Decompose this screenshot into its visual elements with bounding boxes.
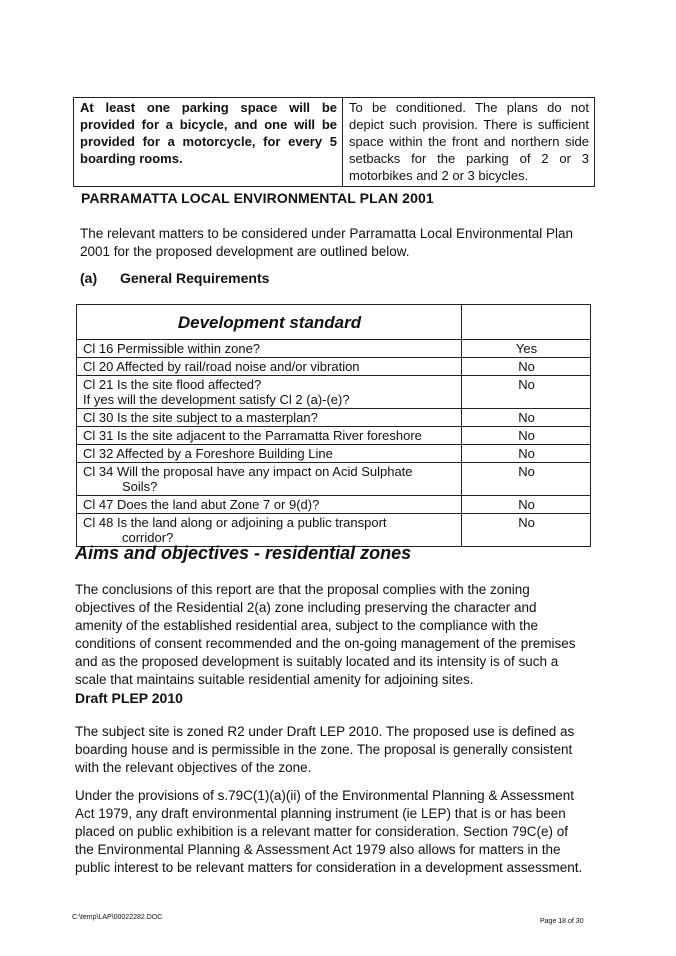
table-row xyxy=(77,514,591,547)
answer-cell: No xyxy=(462,445,591,463)
answer-cell: No xyxy=(462,463,591,496)
answer-cell: No xyxy=(462,376,591,409)
table-header-blank xyxy=(462,305,591,340)
table-row xyxy=(74,98,595,187)
table-row xyxy=(77,376,591,409)
section-letter: (a) xyxy=(80,270,98,286)
clause-text: Cl 31 Is the site adjacent to the Parramatta River foreshore xyxy=(83,428,422,443)
parking-table xyxy=(73,97,595,187)
clause-cell xyxy=(77,340,462,358)
aims-paragraph: The conclusions of this report are that the proposal complies with the zoning objectives of the Residential 2(a) zone including preserving the character and amenity of the established residential area, subject to the compliance with the conditions of consent recommended and the on-going management of the premises and as the proposed development is suitably located and its intensity is of such a scale that maintains suitable residential amenity for adjoining sites. xyxy=(75,582,576,687)
parking-response: To be conditioned. The plans do not depict such provision. There is sufficient space within the front and northern side setbacks for the parking of 2 or 3 motorbikes and 2 or 3 bicycles. xyxy=(343,98,595,187)
clause-cell xyxy=(77,496,462,514)
section-title: General Requirements xyxy=(120,270,270,286)
table-row xyxy=(77,358,591,376)
answer-cell: No xyxy=(462,427,591,445)
table-row xyxy=(77,409,591,427)
answer-cell: Yes xyxy=(462,340,591,358)
clause-text-continued: If yes will the development satisfy Cl 2 (a)-(e)? xyxy=(83,392,350,407)
table-row xyxy=(77,340,591,358)
clause-cell xyxy=(77,463,462,496)
table-header-cell xyxy=(77,305,462,340)
general-requirements-heading xyxy=(80,270,269,286)
table-row xyxy=(77,496,591,514)
clause-cell xyxy=(77,376,462,409)
clause-text: Cl 32 Affected by a Foreshore Building Line xyxy=(83,446,333,461)
clause-text: Cl 21 Is the site flood affected? xyxy=(83,377,262,392)
lep-heading: PARRAMATTA LOCAL ENVIRONMENTAL PLAN 2001 xyxy=(81,190,434,206)
parking-requirement: At least one parking space will be provided for a bicycle, and one will be provided for a motorcycle, for every 5 boarding rooms. xyxy=(74,98,343,187)
table-row xyxy=(77,445,591,463)
clause-text: Cl 48 Is the land along or adjoining a public transport xyxy=(83,515,387,530)
table-header-title: Development standard xyxy=(177,312,362,332)
answer-cell: No xyxy=(462,514,591,547)
clause-text: Cl 30 Is the site subject to a masterplan? xyxy=(83,410,318,425)
clause-text: Cl 34 Will the proposal have any impact on Acid Sulphate xyxy=(83,464,413,479)
footer-page-number: Page 18 of 30 xyxy=(540,918,584,925)
clause-text: Cl 47 Does the land abut Zone 7 or 9(d)? xyxy=(83,497,320,512)
clause-cell xyxy=(77,427,462,445)
clause-text: Cl 20 Affected by rail/road noise and/or vibration xyxy=(83,359,360,374)
table-row xyxy=(77,427,591,445)
footer-file-path: C:\temp\LAP\00022282.DOC xyxy=(72,914,163,921)
draft-paragraph-1: The subject site is zoned R2 under Draft LEP 2010. The proposed use is defined as boarding house and is permissible in the zone. The proposal is generally consistent with the relevant objectives of the zone. xyxy=(75,724,575,775)
clause-text-continued: Soils? xyxy=(122,479,158,494)
answer-cell: No xyxy=(462,358,591,376)
clause-text: Cl 16 Permissible within zone? xyxy=(83,341,261,356)
clause-cell xyxy=(77,409,462,427)
development-standard-table xyxy=(76,304,591,547)
draft-plep-heading: Draft PLEP 2010 xyxy=(75,690,183,706)
answer-cell: No xyxy=(462,496,591,514)
clause-cell xyxy=(77,514,462,547)
clause-cell xyxy=(77,445,462,463)
draft-paragraph-2: Under the provisions of s.79C(1)(a)(ii) of the Environmental Planning & Assessment Act 1979, any draft environmental planning instrument (ie LEP) that is or has been placed on public exhibition is a relevant matter for consideration. Section 79C(e) of the Environmental Planning & Assessment Act 1979 also allows for matters in the public interest to be relevant matters for consideration in a development assessment. xyxy=(75,788,583,875)
table-header-row xyxy=(77,305,591,340)
aims-heading: Aims and objectives - residential zones xyxy=(75,543,412,563)
lep-intro: The relevant matters to be considered under Parramatta Local Environmental Plan 2001 for the proposed development are outlined below. xyxy=(80,226,574,259)
table-row xyxy=(77,463,591,496)
clause-cell xyxy=(77,358,462,376)
answer-cell: No xyxy=(462,409,591,427)
clause-text-continued: corridor? xyxy=(122,530,174,545)
